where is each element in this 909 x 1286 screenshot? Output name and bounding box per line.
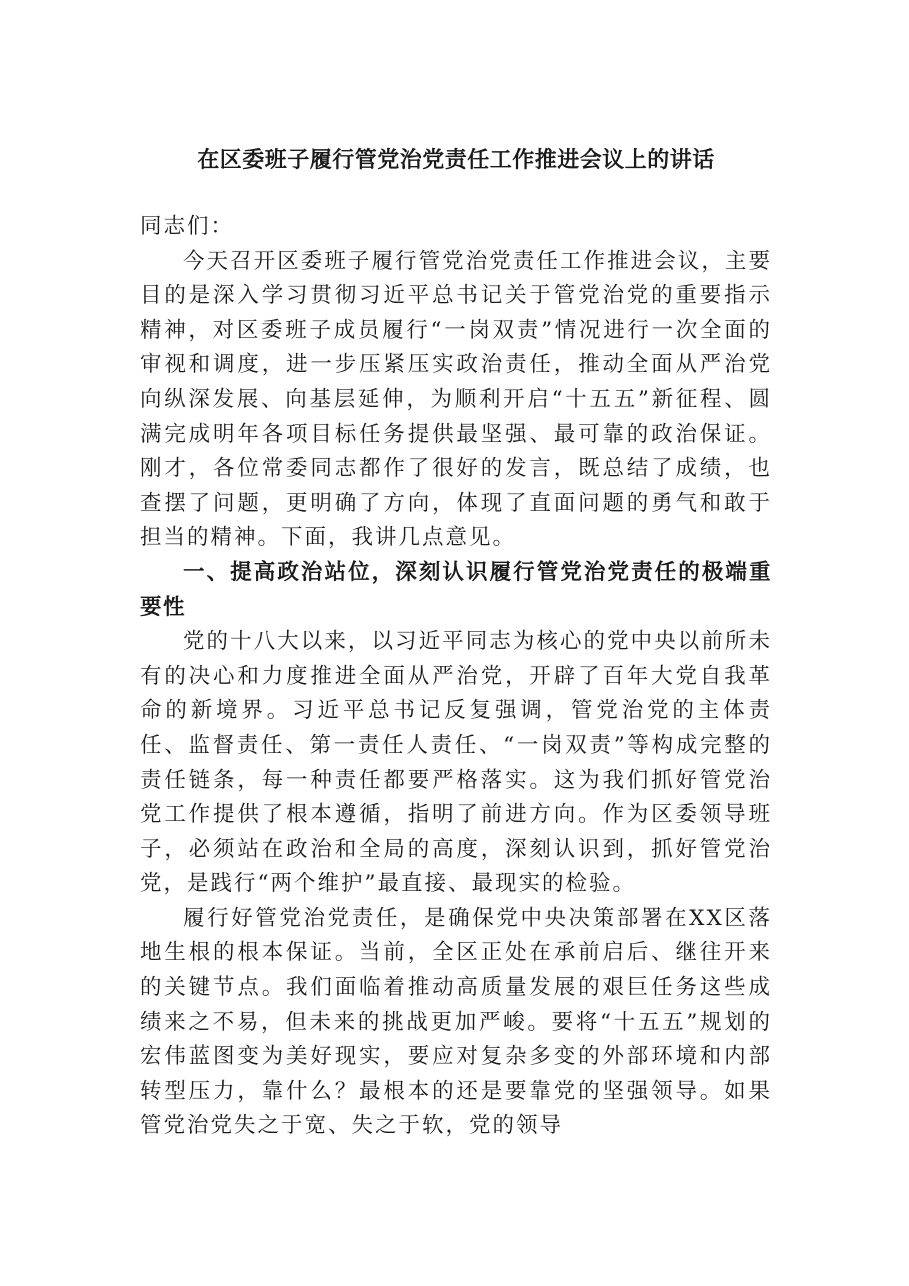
paragraph-section1-b: 履行好管党治党责任，是确保党中央决策部署在XX区落地生根的根本保证。当前，全区正处在承前启后、继往开来的关键节点。我们面临着推动高质量发展的艰巨任务这些成绩来之不易，但未来的挑战更加严峻。要将“十五五”规划的宏伟蓝图变为美好现实，要应对复杂多变的外部环境和内部转型压力，靠什么？最根本的还是要靠党的坚强领导。如果管党治党失之于宽、失之于软，党的领导 [140,905,772,1139]
salutation: 同志们： [140,214,235,239]
document-title: 在区委班子履行管党治党责任工作推进会议上的讲话 [197,147,715,173]
paragraph-section1-a: 党的十八大以来，以习近平同志为核心的党中央以前所未有的决心和力度推进全面从严治党，开辟了百年大党自我革命的新境界。习近平总书记反复强调，管党治党的主体责任、监督责任、第一责任人责任、“一岗双责”等构成完整的责任链条，每一种责任都要严格落实。这为我们抓好管党治党工作提供了根本遵循，指明了前进方向。作为区委领导班子，必须站在政治和全局的高度，深刻认识到，抓好管党治党，是践行“两个维护”最直接、最现实的检验。 [140,629,772,897]
document-body [140,210,772,1144]
section-heading-1: 一、提高政治站位，深刻认识履行管党治党责任的极端重要性 [140,559,772,620]
paragraph-intro: 今天召开区委班子履行管党治党责任工作推进会议，主要目的是深入学习贯彻习近平总书记关于管党治党的重要指示精神，对区委班子成员履行“一岗双责”情况进行一次全面的审视和调度，进一步压紧压实政治责任，推动全面从严治党向纵深发展、向基层延伸，为顺利开启“十五五”新征程、圆满完成明年各项目标任务提供最坚强、最可靠的政治保证。刚才，各位常委同志都作了很好的发言，既总结了成绩，也查摆了问题，更明确了方向，体现了直面问题的勇气和敢于担当的精神。下面，我讲几点意见。 [140,248,772,551]
